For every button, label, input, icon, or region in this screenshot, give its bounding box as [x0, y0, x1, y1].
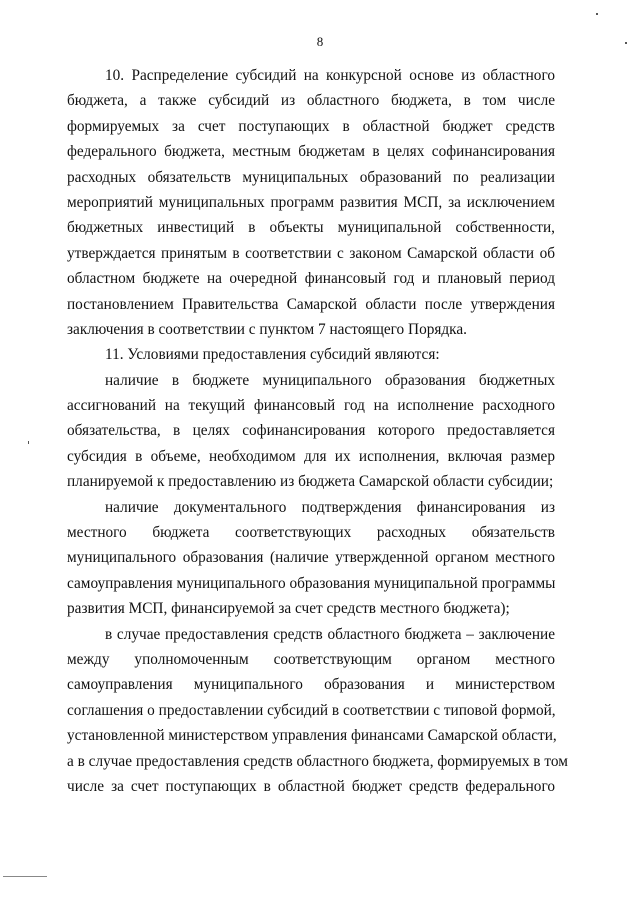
scan-mark — [3, 876, 47, 877]
paragraph-11-condition-1 — [67, 368, 555, 495]
scan-mark — [596, 13, 598, 15]
text-line: постановлением Правительства Самарской области после утверждения — [67, 295, 555, 313]
text-line: муниципального образования (наличие утвержденной органом местного — [67, 549, 555, 567]
text-line: соглашения о предоставлении субсидий в соответствии с типовой формой, — [67, 701, 556, 719]
text-line: 10. Распределение субсидий на конкурсной основе из областного — [105, 67, 555, 84]
text-line: наличие в бюджете муниципального образования бюджетных — [105, 371, 555, 389]
page-number: 8 — [316, 34, 324, 49]
text-line: развития МСП, финансируемой за счет средств местного бюджета); — [67, 600, 510, 618]
text-line: наличие документального подтверждения финансирования из — [105, 498, 555, 516]
text-line: а в случае предоставления средств областного бюджета, формируемых в том — [67, 752, 568, 770]
text-line: областном бюджете на очередной финансовый год и плановый период — [67, 270, 555, 288]
scan-mark — [625, 42, 627, 44]
text-line: утверждается принятым в соответствии с законом Самарской области об — [67, 244, 555, 262]
scan-mark — [28, 441, 29, 444]
text-line: бюджетных инвестиций в объекты муниципальной собственности, — [67, 219, 555, 237]
paragraph-11-condition-3 — [67, 622, 568, 800]
text-line: обязательства, в целях софинансирования которого предоставляется — [67, 422, 555, 440]
text-line: самоуправления муниципального образования и министерством — [67, 676, 555, 694]
paragraph-11-condition-2 — [67, 495, 555, 622]
text-line: в случае предоставления средств областного бюджета – заключение — [105, 625, 555, 643]
text-line: мероприятий муниципальных программ развития МСП, за исключением — [67, 193, 555, 211]
text-line: расходных обязательств муниципальных образований по реализации — [67, 168, 555, 186]
text-line: формируемых за счет поступающих в областной бюджет средств — [67, 117, 555, 135]
text-line: ассигнований на текущий финансовый год на исполнение расходного — [67, 397, 555, 415]
text-line: самоуправления муниципального образования муниципальной программы — [67, 574, 556, 592]
text-line: бюджета, а также субсидий из областного бюджета, в том числе — [67, 92, 555, 110]
text-line: числе за счет поступающих в областной бюджет средств федерального — [67, 777, 555, 795]
paragraph-11 — [67, 342, 555, 367]
text-line: субсидия в объеме, необходимом для их исполнения, включая размер — [67, 447, 555, 465]
paragraph-10 — [67, 63, 555, 342]
text-line: заключения в соответствии с пунктом 7 настоящего Порядка. — [67, 320, 467, 338]
text-line: местного бюджета соответствующих расходных обязательств — [67, 524, 555, 542]
text-line: 11. Условиями предоставления субсидий являются: — [105, 346, 440, 364]
document-body — [67, 63, 568, 799]
text-line: планируемой к предоставлению из бюджета Самарской области субсидии; — [67, 473, 554, 491]
text-line: установленной министерством управления финансами Самарской области, — [67, 727, 557, 745]
text-line: между уполномоченным соответствующим органом местного — [67, 650, 555, 668]
text-line: федерального бюджета, местным бюджетам в целях софинансирования — [67, 143, 555, 161]
